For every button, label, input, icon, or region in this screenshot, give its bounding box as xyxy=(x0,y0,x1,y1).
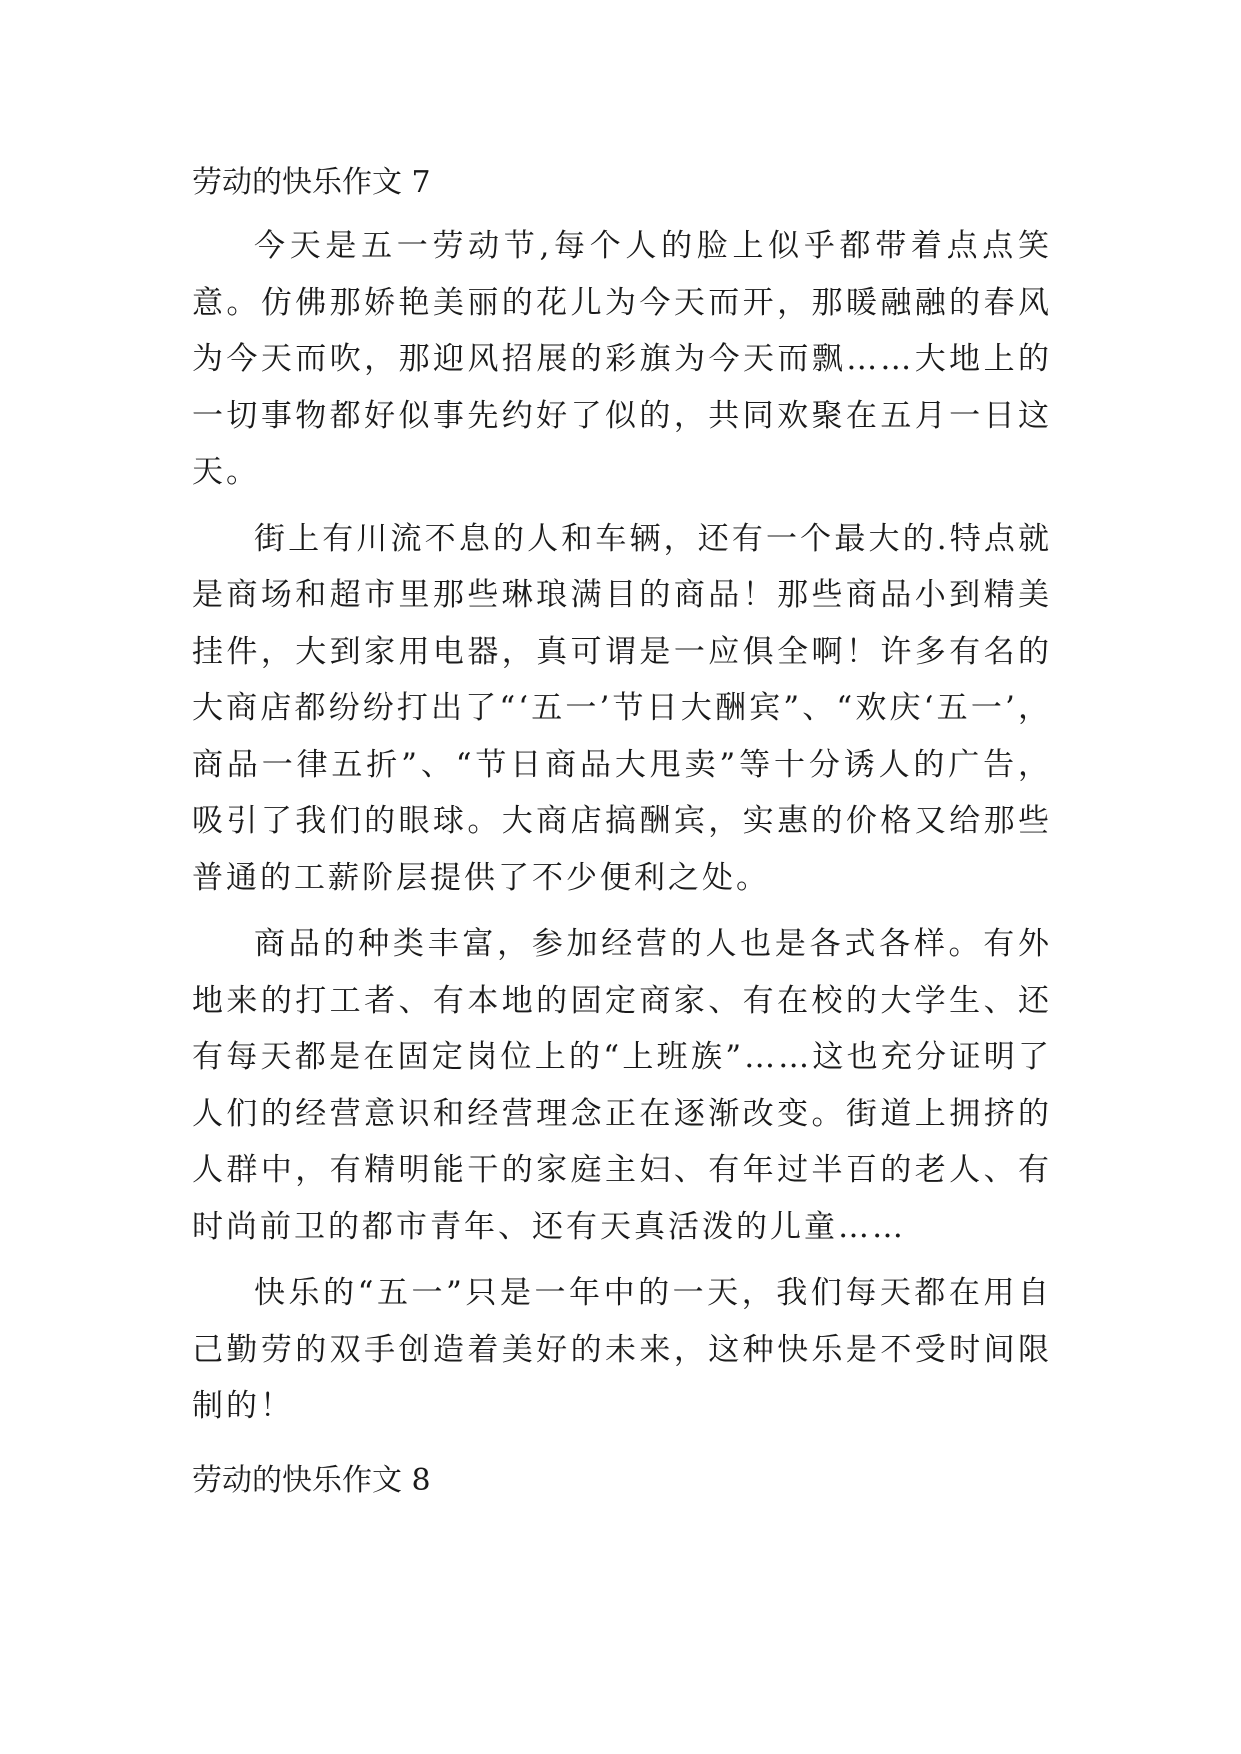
essay-7-paragraph-1: 今天是五一劳动节,每个人的脸上似乎都带着点点笑意。仿佛那娇艳美丽的花儿为今天而开，那暖融融的春风为今天而吹，那迎风招展的彩旗为今天而飘……大地上的一切事物都好似事先约好了似的，共同欢聚在五月一日这天。 xyxy=(192,228,1052,490)
essay-7-body xyxy=(192,218,1052,1445)
essay-7-paragraph-4: 快乐的“五一”只是一年中的一天，我们每天都在用自己勤劳的双手创造着美好的未来，这种快乐是不受时间限制的！ xyxy=(192,1275,1052,1424)
essay-7-paragraph-3: 商品的种类丰富，参加经营的人也是各式各样。有外地来的打工者、有本地的固定商家、有在校的大学生、还有每天都是在固定岗位上的“上班族”……这也充分证明了人们的经营意识和经营理念正在逐渐改变。街道上拥挤的人群中，有精明能干的家庭主妇、有年过半百的老人、有时尚前卫的都市青年、还有天真活泼的儿童…… xyxy=(192,926,1052,1245)
essay-7-paragraph-2: 街上有川流不息的人和车辆，还有一个最大的.特点就是商场和超市里那些琳琅满目的商品！那些商品小到精美挂件，大到家用电器，真可谓是一应俱全啊！许多有名的大商店都纷纷打出了“‘五一’节日大酬宾”、“欢庆‘五一’，商品一律五折”、“节日商品大甩卖”等十分诱人的广告，吸引了我们的眼球。大商店搞酬宾，实惠的价格又给那些普通的工薪阶层提供了不少便利之处。 xyxy=(192,520,1052,896)
essay-8-title: 劳动的快乐作文 8 xyxy=(192,1463,431,1498)
essay-7-title: 劳动的快乐作文 7 xyxy=(192,165,431,200)
